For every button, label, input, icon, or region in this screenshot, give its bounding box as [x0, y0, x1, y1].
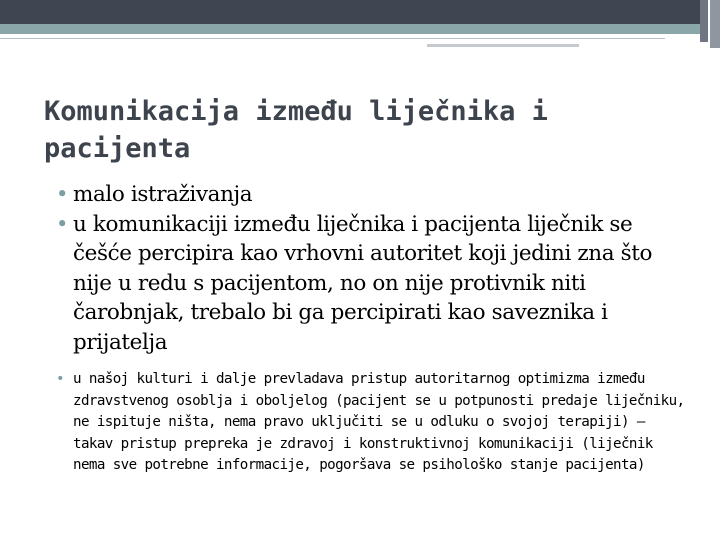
bullet-icon: •	[56, 182, 68, 206]
bullet-icon: •	[56, 211, 68, 236]
secondary-bullet-list	[50, 369, 690, 477]
bullet-icon: •	[56, 371, 64, 387]
bullet-item	[50, 210, 690, 358]
header-divider-line	[0, 38, 665, 39]
bullet-text: malo istraživanja	[73, 182, 253, 207]
bullet-text: u komunikaciji između liječnika i pacijenta liječnik se češće percipira kao vrhovni autoritet koji jedini zna što nije u redu s pacijentom, no on nije protivnik niti čarobnjak, trebalo bi ga percipirati kao saveznika i prijatelja	[73, 211, 653, 355]
header-bar-accent-2	[710, 0, 720, 48]
bullet-item	[50, 369, 690, 477]
header-divider-short	[427, 44, 579, 47]
slide-title: Komunikacija između liječnika i pacijenta	[44, 96, 548, 164]
bullet-text: u našoj kulturi i dalje prevladava pristup autoritarnog optimizma između zdravstvenog osoblja i oboljelog (pacijent se u potpunosti predaje liječniku, ne ispituje ništa, nema pravo uključiti se u odluku o svojoj terapiji) – takav pristup prepreka je zdravoj i konstruktivnoj komunikaciji (liječnik nema sve potrebne informacije, pogoršava se psihološko stanje pacijenta)	[73, 371, 685, 473]
header-bar-dark	[0, 0, 700, 24]
header-bar-accent-1	[700, 0, 708, 42]
main-bullet-list	[50, 180, 690, 357]
header-bar-teal	[0, 24, 700, 34]
bullet-item	[50, 180, 690, 210]
